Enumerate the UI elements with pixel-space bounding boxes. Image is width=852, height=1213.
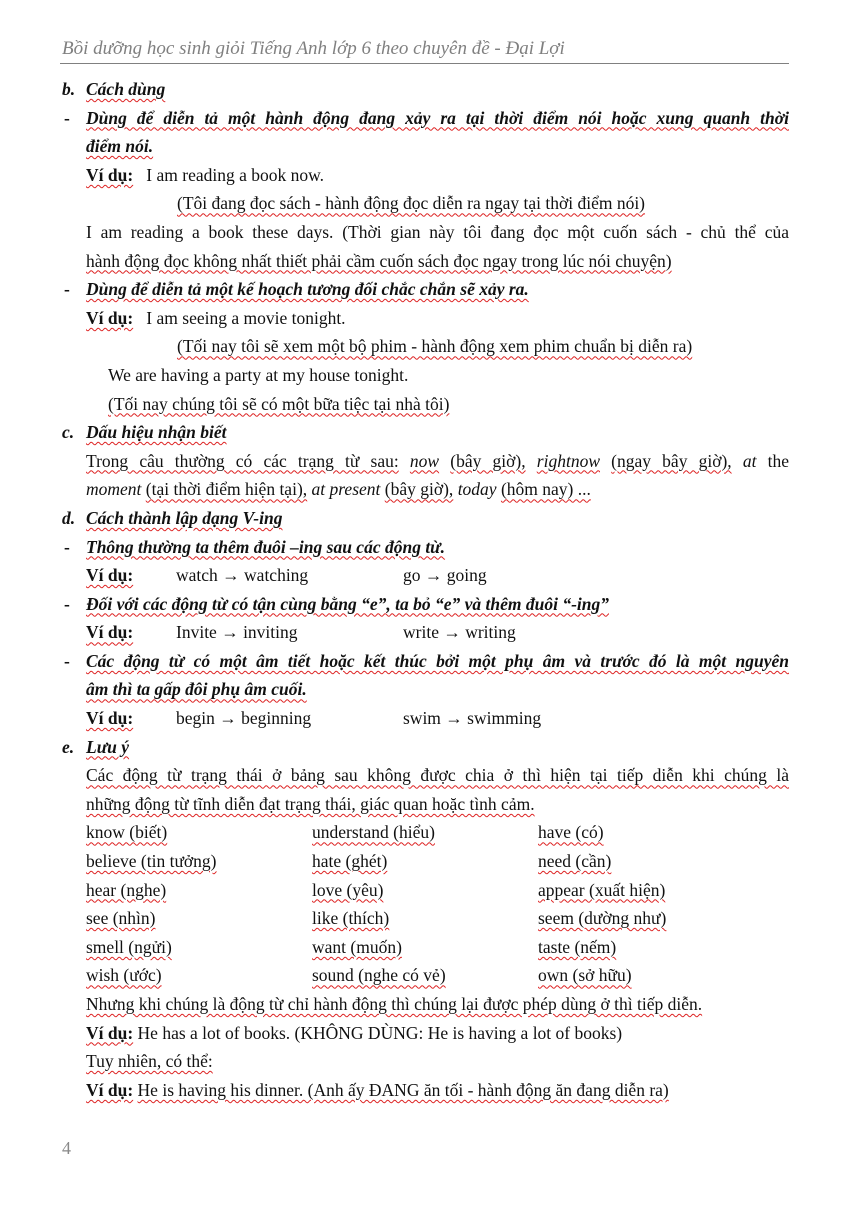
section-title: Cách dùng	[86, 79, 166, 99]
section-marker: d.	[62, 507, 76, 528]
usage-2	[62, 275, 789, 304]
example-word: swim → swimming	[403, 708, 542, 729]
example-text: He has a lot of books. (KHÔNG DÙNG: He is having a lot of books)	[137, 1022, 623, 1043]
bullet-dash: -	[64, 279, 70, 300]
verb-cell: hear (nghe)	[86, 879, 167, 900]
verb-cell: hate (ghét)	[312, 851, 388, 872]
section-marker: e.	[62, 736, 75, 757]
section-marker: b.	[62, 79, 76, 99]
example-label: Ví dụ:	[86, 164, 134, 185]
example	[62, 1076, 789, 1105]
example-translation: (Tối nay tôi sẽ xem một bộ phim - hành động xem phim chuẩn bị diễn ra)	[177, 336, 693, 357]
signal-word: moment	[86, 479, 142, 500]
example-word: watch → watching	[176, 565, 309, 586]
example-translation: (Tối nay chúng tôi sẽ có một bữa tiệc tại nhà tôi)	[108, 393, 450, 414]
signal-word: today	[457, 479, 497, 500]
example	[62, 161, 789, 190]
text: (bây giờ),	[450, 450, 526, 471]
usage-1	[62, 104, 789, 133]
signal-word: at	[742, 450, 757, 471]
rule-text: Đối với các động từ có tận cùng bằng “e”, ta bỏ “e” và thêm đuôi “-ing”	[86, 593, 609, 614]
bullet-dash: -	[64, 650, 70, 671]
verb-row	[62, 933, 789, 962]
text: (hôm nay) ...	[500, 479, 591, 500]
rule-text: âm thì ta gấp đôi phụ âm cuối.	[86, 679, 307, 700]
rule-1	[62, 533, 789, 562]
verb-cell: own (sở hữu)	[538, 965, 632, 986]
example-label: Ví dụ:	[86, 1022, 134, 1043]
verb-cell: seem (dường như)	[538, 908, 667, 929]
example	[62, 1019, 789, 1048]
verb-cell: have (có)	[538, 822, 604, 843]
section-d-heading	[62, 504, 789, 533]
verb-cell: see (nhìn)	[86, 908, 156, 929]
verb-cell: need (cần)	[538, 851, 612, 872]
signal-word: rightnow	[536, 450, 600, 471]
example-word: begin → beginning	[176, 708, 312, 729]
note-text: Nhưng khi chúng là động từ chỉ hành động thì chúng lại được phép dùng ở thì tiếp diễn.	[86, 994, 703, 1014]
verb-cell: love (yêu)	[312, 879, 384, 900]
section-title: Cách thành lập dạng V-ing	[86, 507, 283, 528]
header-rule	[60, 63, 789, 64]
verb-cell: appear (xuất hiện)	[538, 879, 666, 900]
example-text: hành động đọc không nhất thiết phải cầm cuốn sách đọc ngay trong lúc nói chuyện)	[86, 250, 672, 271]
verb-row	[62, 818, 789, 847]
bullet-dash: -	[64, 593, 70, 614]
example-label: Ví dụ:	[86, 1079, 134, 1100]
rule-example	[62, 704, 789, 733]
verb-row	[62, 904, 789, 933]
example-word: write → writing	[403, 622, 516, 643]
rule-example	[62, 618, 789, 647]
usage-text: Dùng để diễn tả một hành động đang xảy ra tại thời điểm nói hoặc xung quanh thời	[86, 107, 789, 128]
text: (tại thời điểm hiện tại),	[145, 479, 308, 500]
verb-cell: smell (ngửi)	[86, 936, 172, 957]
text: Trong câu thường có các trạng từ sau:	[86, 450, 399, 471]
rule-example	[62, 561, 789, 590]
section-b-heading	[62, 75, 789, 104]
text: (bây giờ),	[384, 479, 454, 500]
verb-row	[62, 961, 789, 990]
section-title: Dấu hiệu nhận biết	[86, 422, 227, 443]
signal-words-line	[62, 475, 789, 504]
example-label: Ví dụ:	[86, 708, 134, 729]
section-c-heading	[62, 418, 789, 447]
note-text: Tuy nhiên, có thể:	[86, 1051, 213, 1072]
bullet-dash: -	[64, 536, 70, 557]
note-text: những động từ tĩnh diễn đạt trạng thái, giác quan hoặc tình cảm.	[86, 793, 535, 814]
example	[62, 304, 789, 333]
usage-text: Dùng để diễn tả một kế hoạch tương đối chắc chắn sẽ xảy ra.	[86, 279, 529, 300]
text: the	[767, 450, 790, 471]
verb-cell: believe (tin tưởng)	[86, 851, 217, 872]
text: (ngay bây giờ),	[611, 450, 732, 471]
example-word: Invite → inviting	[176, 622, 298, 643]
rule-text: Các động từ có một âm tiết hoặc kết thúc bởi một phụ âm và trước đó là một nguyên	[86, 650, 789, 671]
section-marker: c.	[62, 422, 75, 443]
example-text: I am reading a book these days. (Thời gian này tôi đang đọc một cuốn sách - chủ thể của	[86, 221, 789, 242]
verb-cell: wish (ước)	[86, 965, 162, 986]
example-text: I am seeing a movie tonight.	[146, 307, 346, 328]
example-text: We are having a party at my house tonight.	[108, 364, 409, 385]
verb-row	[62, 876, 789, 905]
signal-word: at present	[311, 479, 381, 500]
verb-cell: understand (hiểu)	[312, 822, 435, 843]
signal-word: now	[409, 450, 440, 471]
document-body	[62, 75, 789, 1104]
example-label: Ví dụ:	[86, 307, 134, 328]
rule-2	[62, 590, 789, 619]
example-translation: (Tôi đang đọc sách - hành động đọc diễn ra ngay tại thời điểm nói)	[177, 193, 646, 214]
verb-cell: know (biết)	[86, 822, 168, 843]
bullet-dash: -	[64, 107, 70, 128]
rule-text: Thông thường ta thêm đuôi –ing sau các động từ.	[86, 536, 446, 557]
verb-cell: sound (nghe có vẻ)	[312, 965, 446, 986]
page-number: 4	[62, 1138, 71, 1158]
example-label: Ví dụ:	[86, 622, 134, 643]
verb-cell: want (muốn)	[312, 936, 402, 957]
example-text: He is having his dinner. (Anh ấy ĐANG ăn tối - hành động ăn đang diễn ra)	[137, 1079, 669, 1100]
signal-words-line	[62, 447, 789, 476]
verb-cell: taste (nếm)	[538, 936, 617, 957]
example-word: go → going	[403, 565, 487, 586]
example-label: Ví dụ:	[86, 565, 134, 586]
note-text: Các động từ trạng thái ở bảng sau không được chia ở thì hiện tại tiếp diễn khi chúng là	[86, 765, 789, 786]
page-header: Bồi dưỡng học sinh giỏi Tiếng Anh lớp 6 theo chuyên đề - Đại Lợi	[62, 38, 565, 59]
rule-3	[62, 647, 789, 676]
section-title: Lưu ý	[86, 736, 130, 757]
example-text: I am reading a book now.	[146, 164, 324, 185]
usage-text: điểm nói.	[86, 136, 154, 157]
verb-row	[62, 847, 789, 876]
verb-cell: like (thích)	[312, 908, 390, 929]
stative-verbs-table	[62, 818, 789, 990]
section-e-heading	[62, 733, 789, 762]
